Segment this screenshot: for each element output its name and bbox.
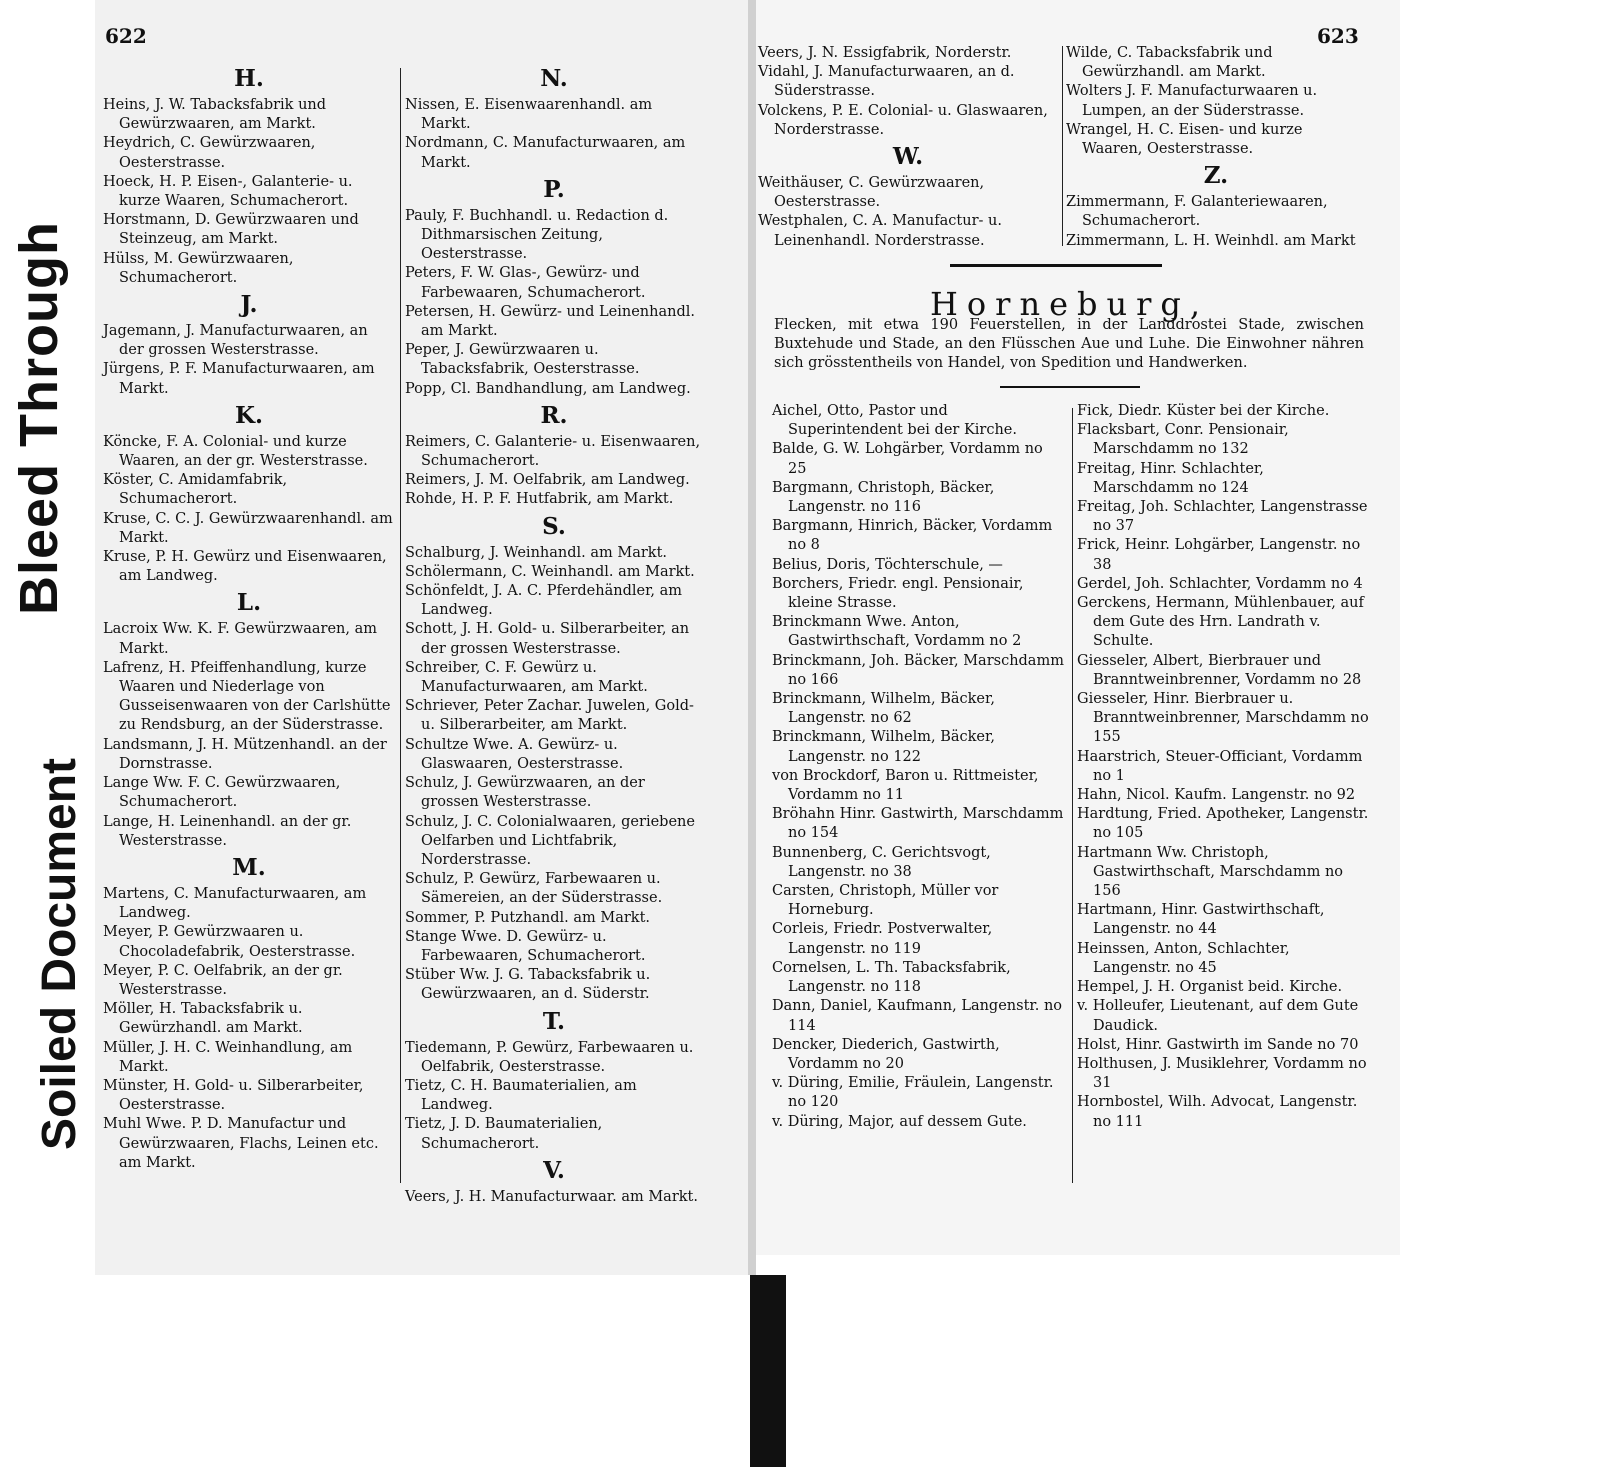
- directory-entry: Holthusen, J. Musiklehrer, Vordamm no 31: [1077, 1055, 1367, 1092]
- directory-entry: Reimers, C. Galanterie- u. Eisenwaaren, Schumacherort.: [405, 433, 701, 470]
- directory-entry: Wrangel, H. C. Eisen- und kurze Waaren, Oesterstrasse.: [1066, 121, 1303, 158]
- directory-entry: Lafrenz, H. Pfeiffenhandlung, kurze Waaren und Niederlage von Gusseisenwaaren von der Carlshütte zu Rendsburg, an der Süderstrasse.: [103, 659, 391, 734]
- directory-entry: Lacroix Ww. K. F. Gewürzwaaren, am Markt.: [103, 621, 378, 657]
- directory-entry: Giesseler, Albert, Bierbrauer und Branntweinbrenner, Vordamm no 28: [1077, 652, 1362, 688]
- directory-entry: von Brockdorf, Baron u. Rittmeister, Vordamm no 11: [772, 767, 1039, 804]
- directory-entry: Westphalen, C. A. Manufactur- u. Leinenhandl. Norderstrasse.: [758, 213, 1002, 249]
- directory-entry: Köster, C. Amidamfabrik, Schumacherort.: [103, 472, 288, 508]
- directory-entry: Münster, H. Gold- u. Silberarbeiter, Oesterstrasse.: [103, 1077, 364, 1114]
- directory-entry: Zimmermann, L. H. Weinhdl. am Markt: [1066, 232, 1356, 249]
- directory-entry: Heinssen, Anton, Schlachter, Langenstr. no 45: [1077, 940, 1290, 976]
- directory-entry: Köncke, F. A. Colonial- und kurze Waaren, an der gr. Westerstrasse.: [103, 433, 368, 470]
- directory-entry: Schalburg, J. Weinhandl. am Markt.: [405, 544, 668, 561]
- section-letter: L.: [236, 589, 262, 617]
- directory-entry: Weithäuser, C. Gewürzwaaren, Oesterstrasse.: [758, 175, 985, 211]
- directory-entry: Bunnenberg, C. Gerichtsvogt, Langenstr. no 38: [772, 844, 991, 880]
- section-letter: N.: [540, 65, 568, 92]
- directory-entry: Hoeck, H. P. Eisen-, Galanterie- u. kurze Waaren, Schumacherort.: [103, 173, 353, 210]
- directory-entry: Zimmermann, F. Galanteriewaaren, Schumacherort.: [1066, 194, 1328, 230]
- directory-column-1: [103, 62, 395, 1173]
- directory-entry: Bargmann, Christoph, Bäcker, Langenstr. no 116: [772, 479, 995, 516]
- directory-entry: Müller, J. H. C. Weinhandlung, am Markt.: [103, 1039, 353, 1075]
- book-spine: [748, 0, 756, 1275]
- directory-entry: Heins, J. W. Tabacksfabrik und Gewürzwaaren, am Markt.: [103, 97, 327, 133]
- directory-entry: Landsmann, J. H. Mützenhandl. an der Dornstrasse.: [103, 736, 387, 772]
- directory-entry: Dann, Daniel, Kaufmann, Langenstr. no 114: [772, 998, 1063, 1034]
- directory-entry: Brinckmann, Wilhelm, Bäcker, Langenstr. no 122: [772, 729, 995, 765]
- directory-entry: Bröhahn Hinr. Gastwirth, Marschdamm no 154: [772, 806, 1064, 842]
- directory-entry: Hardtung, Fried. Apotheker, Langenstr. no 105: [1077, 806, 1369, 842]
- directory-entry: Muhl Wwe. P. D. Manufactur und Gewürzwaaren, Flachs, Leinen etc. am Markt.: [103, 1116, 379, 1171]
- directory-entry: v. Düring, Emilie, Fräulein, Langenstr. no 120: [772, 1075, 1054, 1111]
- directory-entry: Borchers, Friedr. engl. Pensionair, kleine Strasse.: [772, 575, 1024, 612]
- directory-entry: Kruse, C. C. J. Gewürzwaarenhandl. am Markt.: [103, 510, 393, 546]
- directory-entry: Peters, F. W. Glas-, Gewürz- und Farbewaaren, Schumacherort.: [405, 265, 646, 301]
- section-divider: [950, 264, 1162, 267]
- directory-column-3: [758, 44, 1058, 251]
- directory-entry: Volckens, P. E. Colonial- u. Glaswaaren, Norderstrasse.: [758, 102, 1048, 138]
- directory-entry: Jagemann, J. Manufacturwaaren, an der grossen Westerstrasse.: [103, 323, 368, 359]
- directory-entry: Meyer, P. Gewürzwaaren u. Chocoladefabrik, Oesterstrasse.: [103, 924, 356, 960]
- section-letter: Z.: [1203, 162, 1229, 190]
- section-letter: H.: [234, 65, 264, 92]
- directory-entry: Wilde, C. Tabacksfabrik und Gewürzhandl. am Markt.: [1066, 45, 1273, 81]
- directory-entry: Schulz, J. C. Colonialwaaren, geriebene Oelfarben und Lichtfabrik, Norderstrasse.: [405, 813, 695, 868]
- directory-entry: Belius, Doris, Töchterschule, —: [772, 556, 1003, 573]
- directory-entry: Freitag, Hinr. Schlachter, Marschdamm no 124: [1077, 460, 1264, 496]
- directory-entry: Stüber Ww. J. G. Tabacksfabrik u. Gewürzwaaren, an d. Süderstr.: [405, 967, 651, 1003]
- section-letter: V.: [543, 1156, 565, 1184]
- directory-entry: Heydrich, C. Gewürzwaaren, Oesterstrasse.: [103, 135, 316, 171]
- directory-entry: Hartmann, Hinr. Gastwirthschaft, Langenstr. no 44: [1077, 902, 1325, 938]
- directory-entry: Rohde, H. P. F. Hutfabrik, am Markt.: [405, 491, 674, 508]
- directory-entry: Lange, H. Leinenhandl. an der gr. Westerstrasse.: [103, 813, 352, 849]
- directory-entry: Veers, J. N. Essigfabrik, Norderstr.: [758, 45, 1012, 61]
- directory-entry: v. Holleufer, Lieutenant, auf dem Gute Daudick.: [1077, 998, 1359, 1034]
- column-divider: [1072, 408, 1073, 1183]
- directory-entry: Carsten, Christoph, Müller vor Horneburg.: [772, 883, 999, 919]
- directory-entry: Martens, C. Manufacturwaaren, am Landweg.: [103, 885, 367, 922]
- directory-entry: Schönfeldt, J. A. C. Pferdehändler, am Landweg.: [405, 583, 683, 619]
- directory-entry: Popp, Cl. Bandhandlung, am Landweg.: [405, 380, 691, 397]
- directory-entry: Veers, J. H. Manufacturwaar. am Markt.: [405, 1188, 698, 1205]
- directory-entry: Haarstrich, Steuer-Officiant, Vordamm no 1: [1077, 748, 1363, 784]
- directory-entry: Meyer, P. C. Oelfabrik, an der gr. Westerstrasse.: [103, 962, 343, 998]
- directory-column-6: [1077, 402, 1369, 1132]
- soiled-document-stamp: Soiled Document: [33, 757, 86, 1150]
- directory-entry: Kruse, P. H. Gewürz und Eisenwaaren, am Landweg.: [103, 549, 387, 585]
- directory-entry: Wolters J. F. Manufacturwaaren u. Lumpen, an der Süderstrasse.: [1066, 83, 1318, 119]
- directory-entry: Schölermann, C. Weinhandl. am Markt.: [405, 563, 695, 580]
- gutter-shadow: [750, 1275, 786, 1467]
- directory-column-2: [405, 62, 703, 1207]
- directory-entry: Gerdel, Joh. Schlachter, Vordamm no 4: [1077, 575, 1363, 592]
- directory-entry: Fick, Diedr. Küster bei der Kirche.: [1077, 403, 1330, 419]
- column-divider: [400, 68, 401, 1183]
- directory-entry: Aichel, Otto, Pastor und Superintendent bei der Kirche.: [772, 403, 1017, 439]
- directory-entry: Cornelsen, L. Th. Tabacksfabrik, Langenstr. no 118: [772, 959, 1011, 996]
- directory-entry: Corleis, Friedr. Postverwalter, Langenstr. no 119: [772, 921, 993, 957]
- directory-entry: Tietz, C. H. Baumaterialien, am Landweg.: [405, 1077, 637, 1114]
- directory-entry: Balde, G. W. Lohgärber, Vordamm no 25: [772, 441, 1043, 477]
- section-letter: R.: [540, 401, 568, 429]
- bleed-through-stamp: Bleed Through: [9, 221, 69, 615]
- section-letter: T.: [542, 1007, 566, 1035]
- directory-entry: Nordmann, C. Manufacturwaaren, am Markt.: [405, 135, 686, 171]
- directory-entry: Frick, Heinr. Lohgärber, Langenstr. no 38: [1077, 537, 1361, 573]
- section-letter: M.: [232, 853, 266, 881]
- directory-entry: Jürgens, P. F. Manufacturwaaren, am Markt.: [103, 361, 375, 397]
- directory-entry: Tietz, J. D. Baumaterialien, Schumacherort.: [405, 1116, 603, 1152]
- section-letter: P.: [543, 175, 565, 203]
- town-heading: Horneburg,: [930, 285, 1210, 323]
- directory-entry: Gerckens, Hermann, Mühlenbauer, auf dem Gute des Hrn. Landrath v. Schulte.: [1077, 595, 1364, 650]
- directory-entry: Hahn, Nicol. Kaufm. Langenstr. no 92: [1077, 787, 1356, 804]
- directory-entry: Hartmann Ww. Christoph, Gastwirthschaft, Marschdamm no 156: [1077, 844, 1344, 900]
- town-description: Flecken, mit etwa 190 Feuerstellen, in der Landdrostei Stade, zwischen Buxtehude und Stade, an den Flüsschen Aue und Luhe. Die Einwohner nähren sich grösstentheils von Handel, von Spedition und Handwerken.: [774, 317, 1364, 371]
- section-letter: S.: [542, 512, 566, 540]
- directory-entry: Dencker, Diederich, Gastwirth, Vordamm no 20: [772, 1036, 1000, 1072]
- directory-entry: Stange Wwe. D. Gewürz- u. Farbewaaren, Schumacherort.: [405, 928, 646, 964]
- directory-entry: Peper, J. Gewürzwaaren u. Tabacksfabrik, Oesterstrasse.: [405, 342, 640, 378]
- directory-entry: Pauly, F. Buchhandl. u. Redaction d. Dithmarsischen Zeitung, Oesterstrasse.: [405, 207, 669, 263]
- section-letter: J.: [240, 291, 258, 319]
- directory-entry: Sommer, P. Putzhandl. am Markt.: [405, 909, 651, 926]
- directory-entry: Schriever, Peter Zachar. Juwelen, Gold- u. Silberarbeiter, am Markt.: [405, 698, 694, 734]
- directory-entry: Freitag, Joh. Schlachter, Langenstrasse no 37: [1077, 499, 1368, 535]
- section-letter: K.: [235, 401, 263, 429]
- directory-entry: Reimers, J. M. Oelfabrik, am Landweg.: [405, 472, 690, 489]
- column-divider: [1062, 46, 1063, 246]
- page-number-left: 622: [105, 24, 147, 48]
- directory-entry: Horstmann, D. Gewürzwaaren und Steinzeug, am Markt.: [103, 212, 359, 248]
- directory-entry: Holst, Hinr. Gastwirth im Sande no 70: [1077, 1036, 1359, 1053]
- directory-entry: Nissen, E. Eisenwaarenhandl. am Markt.: [405, 97, 653, 133]
- directory-entry: Hempel, J. H. Organist beid. Kirche.: [1077, 979, 1343, 996]
- directory-entry: v. Düring, Major, auf dessem Gute.: [772, 1113, 1027, 1130]
- directory-entry: Hülss, M. Gewürzwaaren, Schumacherort.: [103, 250, 294, 286]
- section-letter: W.: [892, 143, 924, 171]
- directory-entry: Bargmann, Hinrich, Bäcker, Vordamm no 8: [772, 518, 1053, 554]
- directory-entry: Giesseler, Hinr. Bierbrauer u. Branntweinbrenner, Marschdamm no 155: [1077, 691, 1369, 746]
- directory-entry: Brinckmann, Wilhelm, Bäcker, Langenstr. no 62: [772, 691, 995, 727]
- directory-column-4: [1066, 44, 1366, 251]
- directory-entry: Petersen, H. Gewürz- und Leinenhandl. am Markt.: [405, 303, 695, 340]
- directory-entry: Schultze Wwe. A. Gewürz- u. Glaswaaren, Oesterstrasse.: [405, 736, 624, 772]
- directory-entry: Vidahl, J. Manufacturwaaren, an d. Süderstrasse.: [758, 64, 1015, 100]
- directory-entry: Schreiber, C. F. Gewürz u. Manufacturwaaren, am Markt.: [405, 659, 648, 696]
- directory-column-5: [772, 402, 1064, 1132]
- directory-entry: Schott, J. H. Gold- u. Silberarbeiter, an der grossen Westerstrasse.: [405, 621, 690, 657]
- directory-entry: Schulz, J. Gewürzwaaren, an der grossen Westerstrasse.: [405, 775, 645, 811]
- section-divider: [1000, 386, 1140, 388]
- directory-entry: Schulz, P. Gewürz, Farbewaaren u. Sämereien, an der Süderstrasse.: [405, 871, 663, 907]
- directory-entry: Brinckmann, Joh. Bäcker, Marschdamm no 166: [772, 652, 1064, 688]
- directory-entry: Hornbostel, Wilh. Advocat, Langenstr. no 111: [1077, 1094, 1358, 1130]
- directory-entry: Lange Ww. F. C. Gewürzwaaren, Schumacherort.: [103, 775, 341, 811]
- directory-entry: Möller, H. Tabacksfabrik u. Gewürzhandl. am Markt.: [103, 1001, 303, 1037]
- directory-entry: Brinckmann Wwe. Anton, Gastwirthschaft, Vordamm no 2: [772, 614, 1022, 650]
- directory-entry: Flacksbart, Conr. Pensionair, Marschdamm no 132: [1077, 422, 1289, 458]
- directory-entry: Tiedemann, P. Gewürz, Farbewaaren u. Oelfabrik, Oesterstrasse.: [405, 1039, 694, 1075]
- page-number-right: 623: [1317, 24, 1359, 48]
